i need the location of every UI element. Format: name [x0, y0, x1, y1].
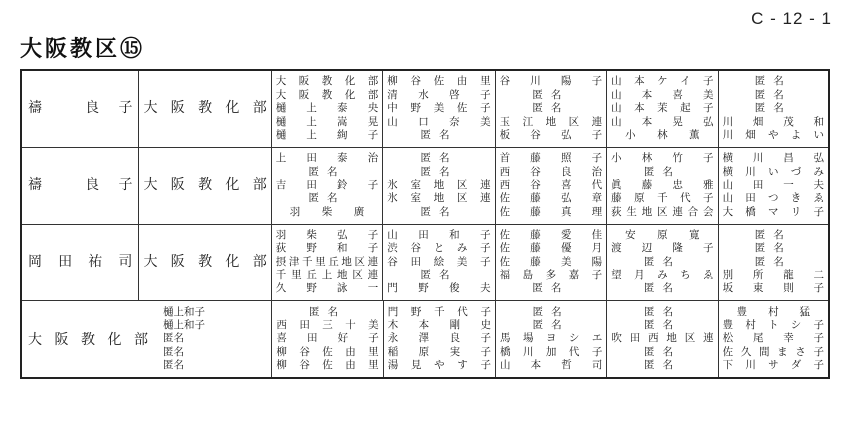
donor-name: 山 口 奈 美 — [387, 115, 491, 128]
register-row — [22, 225, 828, 302]
donor-name: 匿名 — [163, 359, 184, 372]
donor-name: 稲 原 実 子 — [387, 345, 491, 358]
donor-name: 匿 名 — [309, 305, 347, 318]
donor-column — [607, 225, 718, 301]
donor-name: 匿 名 — [644, 305, 681, 318]
donor-name: 佐 藤 美 陽 — [499, 255, 603, 268]
donor-name: 羽 柴 弘 子 — [275, 228, 379, 241]
donor-column — [272, 148, 383, 224]
donor-name: 谷 田 絵 美 子 — [387, 255, 491, 268]
donor-name: 匿 名 — [754, 88, 792, 101]
donor-name: 門 野 俊 夫 — [387, 282, 491, 295]
donor-name: 大 阪 教 化 部 — [275, 88, 379, 101]
donor-name: 久 野 詠 一 — [275, 282, 379, 295]
donor-name: 羽 柴 廣 — [289, 205, 365, 218]
donor-column — [272, 225, 383, 301]
donor-name: 清 水 啓 子 — [387, 88, 491, 101]
donor-name: 山 田 つ き ゑ — [722, 192, 824, 205]
donor-column — [383, 225, 495, 301]
donor-name: 玉 江 地 区 連 — [499, 115, 603, 128]
donor-name: 橋 川 加 代 子 — [500, 345, 603, 358]
donor-name: 福 島 多 嘉 子 — [499, 269, 603, 282]
donor-name: 坂 東 則 子 — [722, 282, 824, 295]
donor-name: 眞 藤 忠 雅 — [611, 178, 714, 191]
donor-name: 荻 野 和 子 — [275, 242, 379, 255]
donor-name: 馬 場 ヨ シ エ — [500, 332, 603, 345]
donor-name: 佐 藤 真 理 — [499, 205, 603, 218]
donor-name: 匿 名 — [754, 228, 792, 241]
donor-name: 大 阪 教 化 部 — [275, 75, 379, 88]
donor-register-table — [20, 69, 830, 379]
donor-name: 匿 名 — [532, 282, 570, 295]
organization-name: 大 阪 教 化 部 — [139, 148, 271, 224]
donor-name: 西 谷 喜 代 — [499, 178, 603, 191]
register-row — [22, 148, 828, 225]
donor-name: 喜 田 好 子 — [276, 332, 379, 345]
donor-name: 山 本 晃 弘 — [611, 115, 714, 128]
lead-name: 大 阪 教 化 部 — [28, 332, 148, 349]
page-title: 大阪教区⑮ — [20, 37, 146, 62]
donor-name: 匿 名 — [644, 345, 681, 358]
donor-name: 永 澤 良 子 — [387, 332, 491, 345]
donor-name: 匿名 — [163, 332, 184, 345]
donor-name: 西 田 三 十 美 — [276, 319, 379, 332]
donor-name: 柳 谷 佐 由 里 — [387, 75, 491, 88]
donor-name: 上 田 泰 治 — [275, 152, 379, 165]
donor-name: 佐 藤 愛 佳 — [499, 228, 603, 241]
donor-column — [272, 301, 383, 377]
donor-name: 樋上和子 — [163, 319, 205, 332]
donor-name: 松 尾 幸 子 — [722, 332, 824, 345]
donor-name: 匿 名 — [532, 305, 570, 318]
donor-name: 匿 名 — [754, 255, 792, 268]
donor-name: 匿 名 — [643, 165, 681, 178]
donor-name: 横 川 昌 弘 — [722, 152, 824, 165]
donor-name: 匿 名 — [643, 255, 681, 268]
register-row — [22, 301, 828, 377]
page-code: C - 12 - 1 — [751, 9, 832, 28]
donor-name: 首 藤 照 子 — [499, 152, 603, 165]
donor-name: 匿 名 — [308, 165, 346, 178]
donor-name: 匿 名 — [644, 319, 681, 332]
donor-column — [496, 148, 607, 224]
donor-name: 木 本 剛 史 — [387, 319, 491, 332]
donor-name: 柳 谷 佐 由 里 — [276, 345, 379, 358]
donor-name: 西 谷 良 治 — [499, 165, 603, 178]
donor-column — [496, 225, 607, 301]
donor-name: 樋上和子 — [163, 305, 205, 318]
donor-name: 佐 藤 優 月 — [499, 242, 603, 255]
donor-column — [607, 148, 718, 224]
donor-name: 吹 田 西 地 区 連 — [611, 332, 714, 345]
donor-name: 望 月 み ち ゑ — [611, 269, 714, 282]
donor-name: 氷 室 地 区 連 — [387, 178, 491, 191]
donor-name: 荻 生 地 区 連 合 会 — [611, 205, 714, 218]
donor-name: 樋 上 嵩 晃 — [275, 115, 379, 128]
donor-name: 板 谷 弘 子 — [499, 128, 603, 141]
donor-name: 大 橋 マ リ 子 — [722, 205, 824, 218]
lead-name: 禱 良 子 — [22, 148, 139, 224]
donor-name: 下 川 サ ダ 子 — [722, 359, 824, 372]
donor-column — [272, 71, 383, 147]
donor-column — [719, 301, 828, 377]
donor-name: 匿 名 — [420, 165, 458, 178]
donor-name: 千 里 丘 上 地 区 連 — [275, 269, 379, 282]
donor-name: 山 本 哲 司 — [500, 359, 603, 372]
donor-name: 別 所 龍 二 — [722, 269, 824, 282]
donor-name: 柳 谷 佐 由 里 — [276, 359, 379, 372]
donor-name: 匿 名 — [308, 192, 346, 205]
donor-name: 匿 名 — [754, 102, 792, 115]
donor-name: 匿 名 — [644, 359, 681, 372]
donor-name: 豊 村 ト シ 子 — [722, 319, 824, 332]
donor-name: 匿名 — [163, 345, 184, 358]
organization-name: 大 阪 教 化 部 — [139, 225, 271, 301]
donor-name: 門 野 千 代 子 — [387, 305, 491, 318]
donor-name: 匿 名 — [532, 319, 570, 332]
lead-list — [163, 301, 271, 377]
donor-name: 匿 名 — [754, 75, 792, 88]
donor-column — [384, 301, 496, 377]
donor-name: 安 原 寛 — [625, 228, 700, 241]
donor-column — [383, 71, 495, 147]
donor-column — [496, 301, 607, 377]
donor-name: 谷 川 陽 子 — [499, 75, 603, 88]
donor-name: 渋 谷 と み 子 — [387, 242, 491, 255]
donor-name: 山 本 喜 美 — [611, 88, 714, 101]
donor-name: 匿 名 — [420, 128, 458, 141]
donor-name: 樋 上 泰 央 — [275, 102, 379, 115]
donor-column — [719, 225, 828, 301]
donor-name: 山 本 茉 起 子 — [611, 102, 714, 115]
donor-column — [496, 71, 607, 147]
donor-name: 佐 藤 弘 章 — [499, 192, 603, 205]
donor-name: 匿 名 — [754, 242, 792, 255]
donor-column — [607, 71, 718, 147]
donor-name: 横 川 い づ み — [722, 165, 824, 178]
donor-name: 豊 村 猛 — [736, 305, 810, 318]
donor-name: 摂 津 千 里 丘 地 区 連 — [275, 255, 379, 268]
donor-name: 匿 名 — [643, 282, 681, 295]
donor-column — [719, 148, 828, 224]
donor-name: 樋 上 絢 子 — [275, 128, 379, 141]
lead-name: 岡 田 祐 司 — [22, 225, 139, 301]
donor-name: 山 本 ケ イ 子 — [611, 75, 714, 88]
donor-name: 匿 名 — [420, 152, 458, 165]
donor-name: 小 林 薫 — [625, 128, 700, 141]
donor-name: 佐 久 間 ま さ 子 — [722, 345, 824, 358]
donor-name: 吉 田 鈴 子 — [275, 178, 379, 191]
donor-column — [607, 301, 718, 377]
donor-name: 川 畑 や よ い — [722, 128, 824, 141]
donor-name: 湯 見 や す 子 — [387, 359, 491, 372]
donor-column — [383, 148, 495, 224]
register-row — [22, 71, 828, 148]
donor-name: 匿 名 — [420, 269, 458, 282]
donor-name: 小 林 竹 子 — [611, 152, 714, 165]
lead-cell — [22, 301, 272, 377]
donor-name: 山 田 和 子 — [387, 228, 491, 241]
donor-name: 匿 名 — [420, 205, 458, 218]
donor-name: 藤 原 千 代 子 — [611, 192, 714, 205]
donor-name: 氷 室 地 区 連 — [387, 192, 491, 205]
organization-name: 大 阪 教 化 部 — [139, 71, 271, 147]
lead-name: 禱 良 子 — [22, 71, 139, 147]
donor-name: 山 田 一 夫 — [722, 178, 824, 191]
donor-name: 匿 名 — [532, 102, 570, 115]
donor-column — [719, 71, 828, 147]
donor-name: 匿 名 — [532, 88, 570, 101]
donor-name: 川 畑 茂 和 — [722, 115, 824, 128]
donor-name: 中 野 美 佐 子 — [387, 102, 491, 115]
donor-name: 渡 辺 隆 子 — [611, 242, 714, 255]
